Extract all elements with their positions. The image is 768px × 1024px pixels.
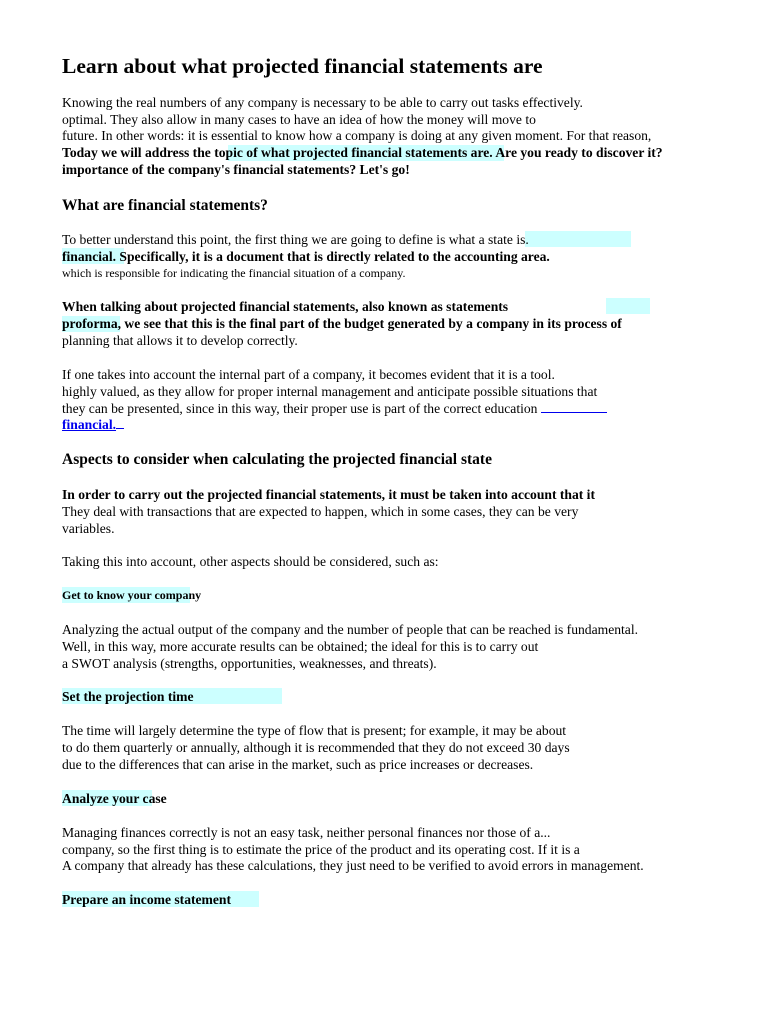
page-title: Learn about what projected financial statements are xyxy=(62,54,543,78)
paragraph-line: a SWOT analysis (strengths, opportunities, weaknesses, and threats). xyxy=(62,656,437,671)
link-underline[interactable] xyxy=(541,401,607,413)
paragraph-line: Well, in this way, more accurate results can be obtained; the ideal for this is to carry out xyxy=(62,639,539,654)
paragraph-line: To better understand this point, the first thing we are going to define is what a state is. xyxy=(62,232,529,247)
section-heading: What are financial statements? xyxy=(62,197,268,214)
paragraph-line: Managing finances correctly is not an easy task, neither personal finances nor those of a... xyxy=(62,825,551,840)
financial-education-link[interactable]: financial. xyxy=(62,417,117,432)
highlight-band xyxy=(606,298,650,314)
paragraph-line: The time will largely determine the type of flow that is present; for example, it may be about xyxy=(62,723,567,738)
paragraph-line: planning that allows it to develop correctly. xyxy=(62,333,298,348)
paragraph-line: variables. xyxy=(62,521,115,536)
paragraph-line: In order to carry out the projected financial statements, it must be taken into account that it xyxy=(62,487,595,502)
paragraph-line: highly valued, as they allow for proper internal management and anticipate possible situations that xyxy=(62,384,598,399)
intro-line: future. In other words: it is essential to know how a company is doing at any given moment. For that reason, xyxy=(62,128,652,143)
paragraph-line: Taking this into account, other aspects should be considered, such as: xyxy=(62,554,439,569)
subheading-income-statement: Prepare an income statement xyxy=(62,892,231,907)
subheading-know-company: Get to know your company xyxy=(62,588,202,602)
link-underline-tail xyxy=(116,417,124,429)
subheading-analyze-case: Analyze your case xyxy=(62,791,167,806)
section-heading: Aspects to consider when calculating the projected financial state xyxy=(62,451,492,468)
highlight-band xyxy=(525,231,631,247)
paragraph-text: they can be presented, since in this way, their proper use is part of the correct education xyxy=(62,401,538,416)
paragraph-line: company, so the first thing is to estimate the price of the product and its operating cost. If it is a xyxy=(62,842,580,857)
paragraph-line: financial. Specifically, it is a document that is directly related to the accounting area. xyxy=(62,249,550,264)
paragraph-line xyxy=(62,400,607,417)
link-line xyxy=(62,416,124,433)
paragraph-line: which is responsible for indicating the financial situation of a company. xyxy=(62,266,406,280)
paragraph-line: due to the differences that can arise in the market, such as price increases or decreases. xyxy=(62,757,534,772)
paragraph-line: When talking about projected financial statements, also known as statements xyxy=(62,299,509,314)
paragraph-line: Analyzing the actual output of the company and the number of people that can be reached is fundamental. xyxy=(62,622,639,637)
intro-line: optimal. They also allow in many cases to have an idea of how the money will move to xyxy=(62,112,536,127)
intro-line: Knowing the real numbers of any company is necessary to be able to carry out tasks effectively. xyxy=(62,95,583,110)
paragraph-line: If one takes into account the internal part of a company, it becomes evident that it is a tool. xyxy=(62,367,555,382)
paragraph-line: proforma, we see that this is the final part of the budget generated by a company in its process of xyxy=(62,316,622,331)
paragraph-line: A company that already has these calculations, they just need to be verified to avoid errors in management. xyxy=(62,858,644,873)
intro-line: importance of the company's financial statements? Let's go! xyxy=(62,162,410,177)
subheading-projection-time: Set the projection time xyxy=(62,689,194,704)
intro-line: Today we will address the topic of what projected financial statements are. Are you ready to discover it? xyxy=(62,145,663,160)
paragraph-line: to do them quarterly or annually, although it is recommended that they do not exceed 30 days xyxy=(62,740,570,755)
paragraph-line: They deal with transactions that are expected to happen, which in some cases, they can be very xyxy=(62,504,579,519)
